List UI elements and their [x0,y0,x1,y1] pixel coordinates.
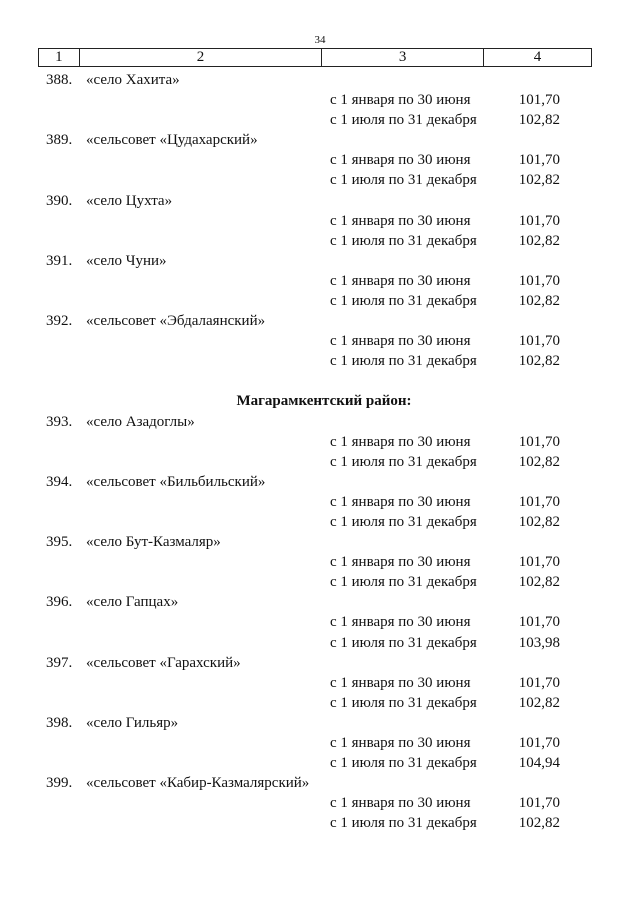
period-row [0,150,640,170]
period-label: с 1 января по 30 июня [330,493,471,510]
entry-number: 388. [46,72,73,88]
index-value: 101,70 [518,212,560,229]
period-row [0,512,640,532]
entry-name: «сельсовет «Гарахский» [86,654,241,671]
index-value: 101,70 [518,614,560,631]
index-value: 101,70 [518,554,560,571]
index-value: 101,70 [518,92,560,109]
period-row [0,733,640,753]
entry-number: 395. [46,534,73,551]
section-spacer [0,371,640,391]
entry-name: «село Цухта» [86,192,173,209]
column-header-4: 4 [483,49,591,67]
period-row [0,351,640,371]
period-row [0,110,640,130]
entry-name: «село Гапцах» [86,594,179,611]
period-row [0,572,640,592]
entry-name: «село Хахита» [86,72,180,88]
entry-name: «село Азадоглы» [86,413,195,430]
period-row [0,271,640,291]
period-label: с 1 июля по 31 декабря [330,694,477,711]
period-label: с 1 июля по 31 декабря [330,112,477,129]
entry-row [0,773,640,793]
index-value: 102,82 [518,453,560,470]
period-label: с 1 июля по 31 декабря [330,232,477,249]
entry-name: «сельсовет «Кабир-Казмалярский» [86,775,310,792]
entry-row [0,70,640,90]
column-header-table [38,48,592,67]
period-row [0,231,640,251]
entry-name: «село Бут-Казмаляр» [86,534,221,551]
index-value: 102,82 [518,112,560,129]
page-number: 34 [314,34,326,46]
period-row [0,492,640,512]
period-row [0,331,640,351]
period-label: с 1 июля по 31 декабря [330,634,477,651]
period-label: с 1 января по 30 июня [330,272,471,289]
index-value: 103,98 [518,634,560,651]
index-value: 102,82 [518,574,560,591]
entry-number: 393. [46,413,73,430]
column-header-3: 3 [322,49,484,67]
index-value: 102,82 [518,353,560,370]
period-label: с 1 января по 30 июня [330,554,471,571]
entry-number: 390. [46,192,73,209]
entry-row [0,653,640,673]
index-value: 104,94 [518,755,560,772]
period-row [0,432,640,452]
entry-row [0,532,640,552]
entry-name: «сельсовет «Эбдалаянский» [86,313,266,330]
entry-row [0,251,640,271]
entry-row [0,311,640,331]
index-value: 102,82 [518,694,560,711]
index-value: 101,70 [518,152,560,169]
entry-number: 391. [46,252,73,269]
column-header-2: 2 [79,49,322,67]
entry-number: 389. [46,132,73,149]
index-value: 101,70 [518,735,560,751]
entry-number: 396. [46,594,73,611]
index-value: 102,82 [518,815,560,832]
index-value: 101,70 [518,493,560,510]
period-label: с 1 января по 30 июня [330,333,471,350]
index-value: 101,70 [518,272,560,289]
entry-row [0,713,640,733]
period-label: с 1 июля по 31 декабря [330,755,477,772]
period-label: с 1 января по 30 июня [330,92,471,109]
entry-number: 392. [46,313,73,330]
period-row [0,612,640,632]
index-value: 102,82 [518,513,560,530]
period-label: с 1 января по 30 июня [330,795,471,812]
entry-row [0,191,640,211]
period-row [0,170,640,190]
entry-row [0,412,640,432]
period-row [0,673,640,693]
entry-name: «село Чуни» [86,252,167,269]
period-label: с 1 июля по 31 декабря [330,815,477,832]
period-label: с 1 января по 30 июня [330,433,471,450]
index-value: 101,70 [518,433,560,450]
entry-number: 397. [46,654,73,671]
period-label: с 1 июля по 31 декабря [330,172,477,189]
table-body [0,70,640,833]
entry-number: 399. [46,775,73,792]
district-heading: Магарамкентский район: [236,393,412,410]
entry-number: 394. [46,473,73,490]
index-value: 101,70 [518,333,560,350]
column-header-row [39,49,592,67]
period-label: с 1 июля по 31 декабря [330,513,477,530]
column-header-1: 1 [39,49,80,67]
index-value: 102,82 [518,172,560,189]
period-label: с 1 июля по 31 декабря [330,453,477,470]
period-label: с 1 января по 30 июня [330,614,471,631]
period-label: с 1 июля по 31 декабря [330,293,477,310]
period-row [0,452,640,472]
entry-row [0,472,640,492]
period-label: с 1 июля по 31 декабря [330,353,477,370]
period-row [0,211,640,231]
period-row [0,633,640,653]
entry-name: «село Гильяр» [86,714,179,731]
entry-number: 398. [46,714,73,731]
period-row [0,753,640,773]
period-row [0,693,640,713]
period-row [0,552,640,572]
period-label: с 1 января по 30 июня [330,735,471,751]
index-value: 102,82 [518,232,560,249]
period-row [0,793,640,813]
entry-row [0,592,640,612]
index-value: 101,70 [518,795,560,812]
entry-row [0,130,640,150]
period-label: с 1 июля по 31 декабря [330,574,477,591]
period-label: с 1 января по 30 июня [330,212,471,229]
entry-name: «сельсовет «Бильбильский» [86,473,266,490]
period-label: с 1 января по 30 июня [330,674,471,691]
index-value: 101,70 [518,674,560,691]
period-row [0,291,640,311]
period-row [0,90,640,110]
entry-name: «сельсовет «Цудахарский» [86,132,258,149]
index-value: 102,82 [518,293,560,310]
period-row [0,813,640,833]
period-label: с 1 января по 30 июня [330,152,471,169]
